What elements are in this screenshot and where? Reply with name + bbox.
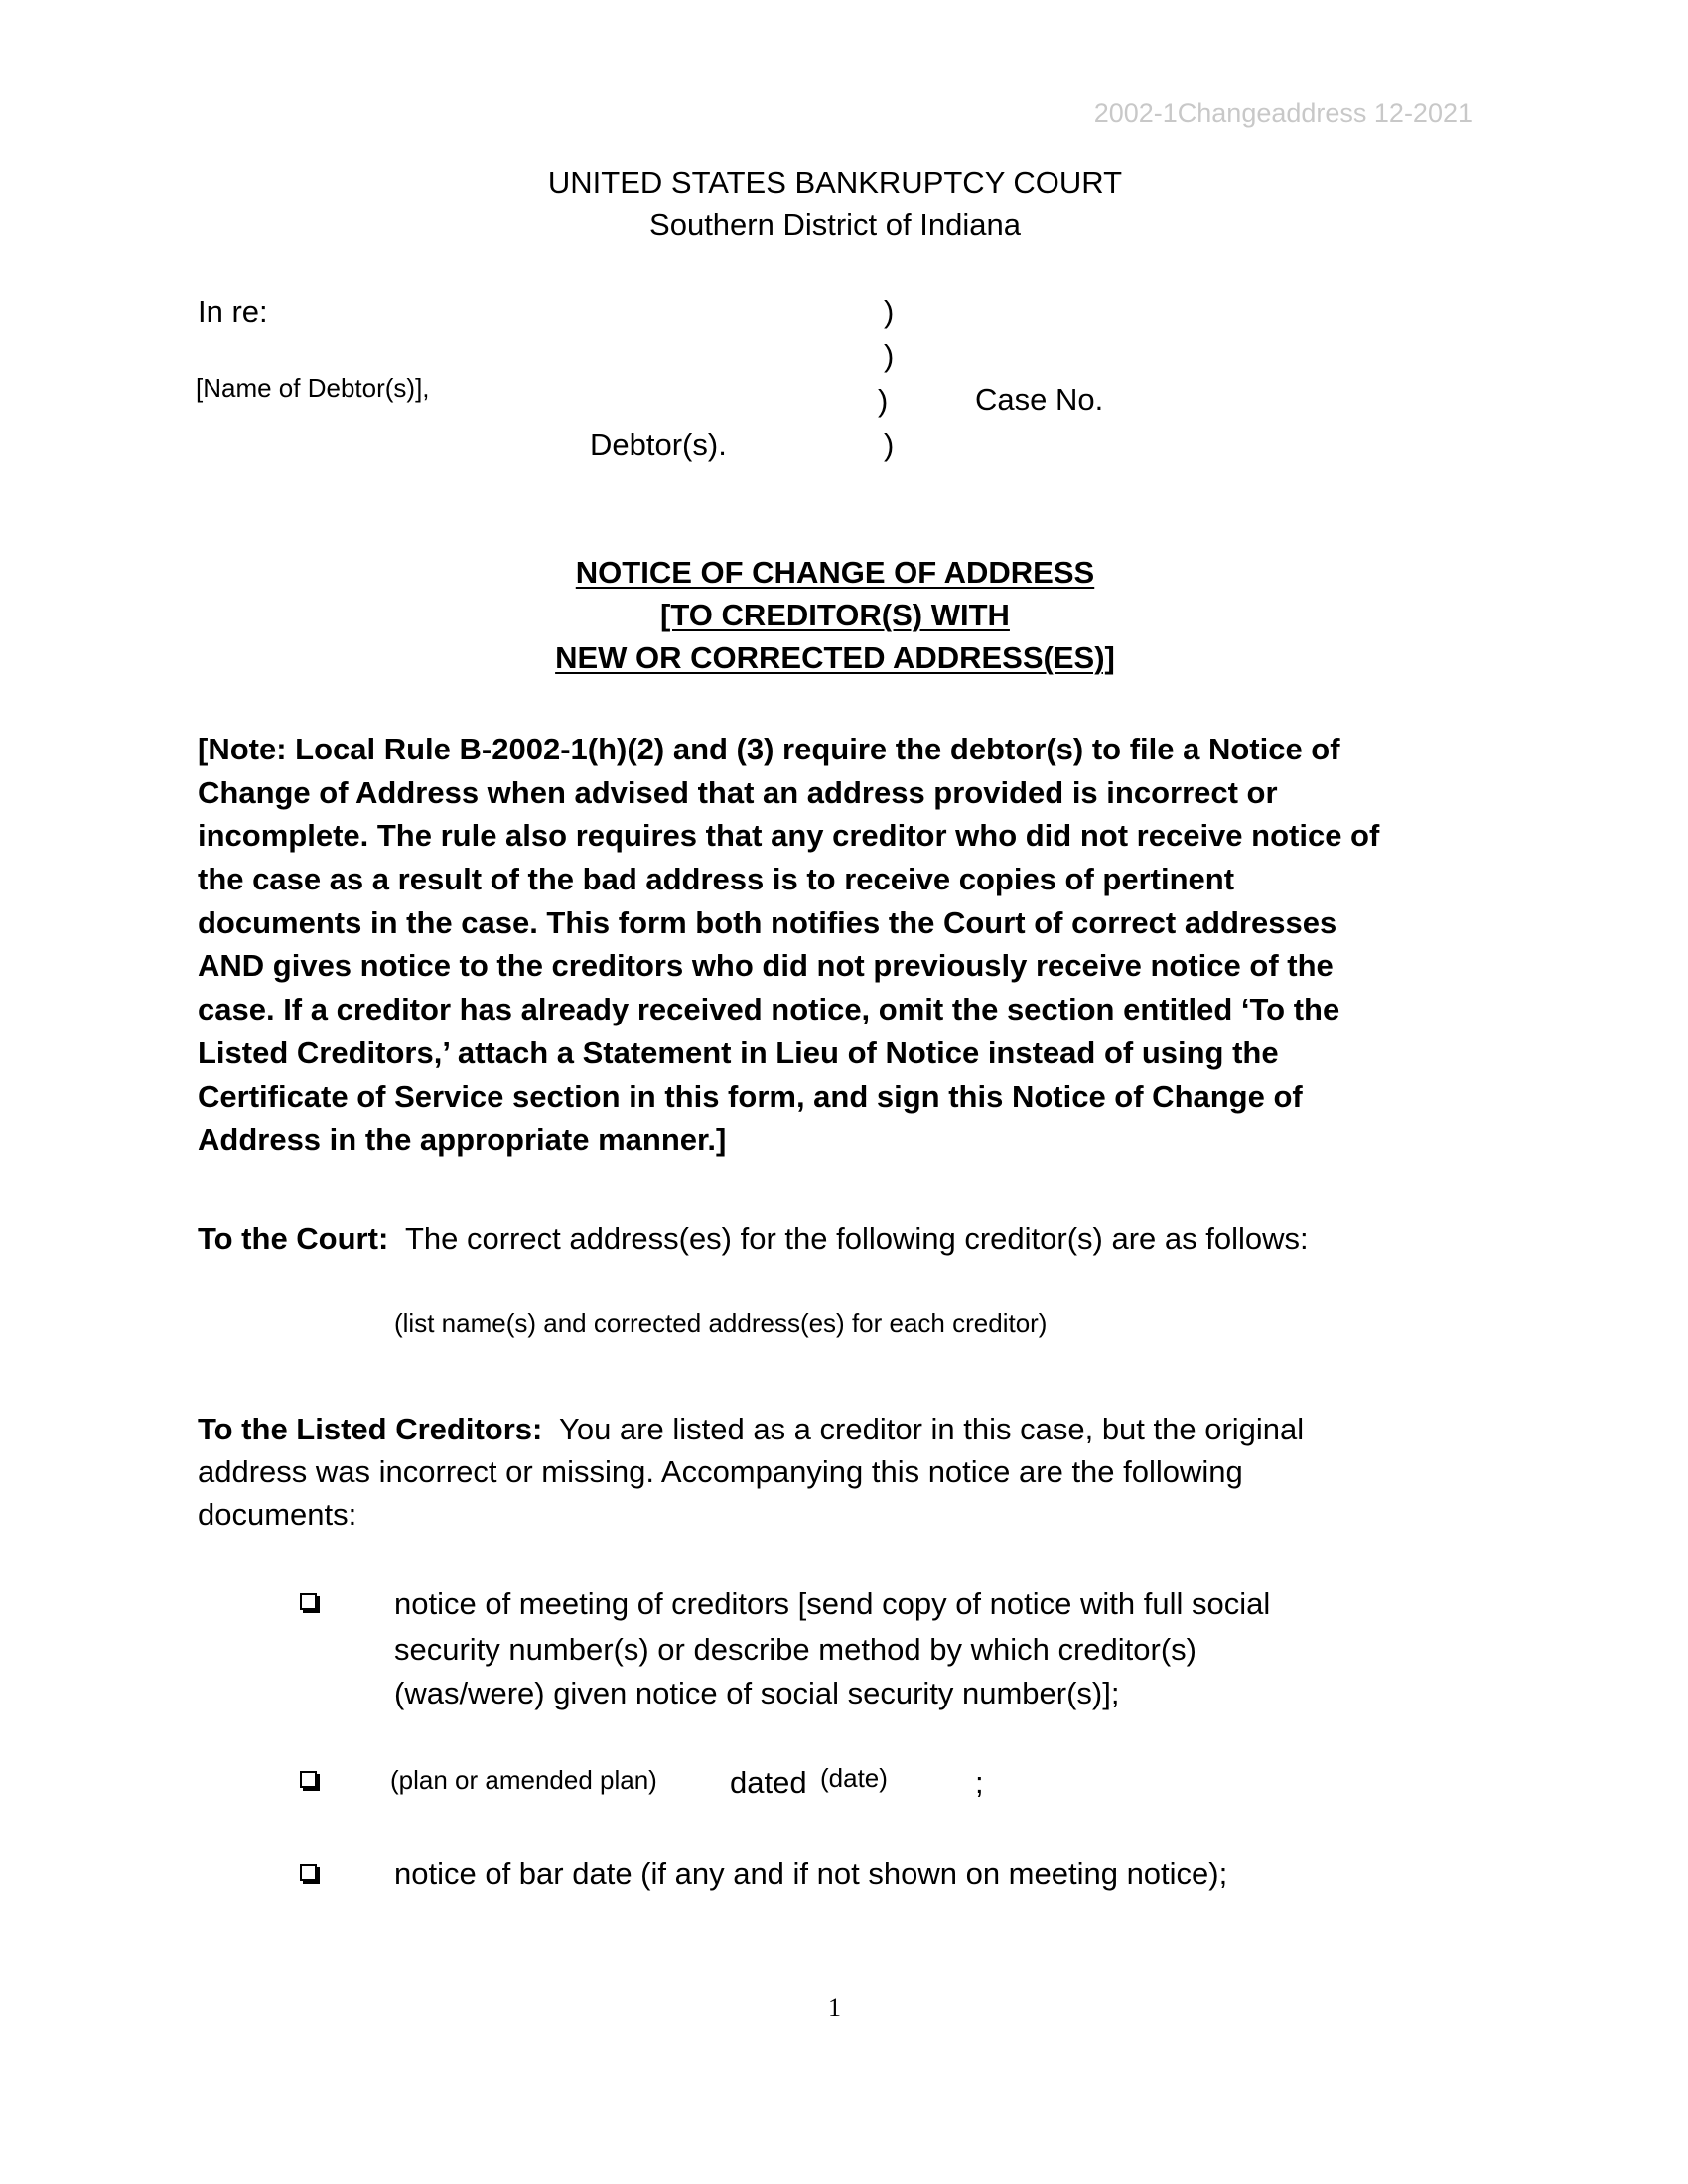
to-creditors-line <box>198 1414 1304 1444</box>
notice-title-line: NOTICE OF CHANGE OF ADDRESS <box>575 555 1095 590</box>
plan-placeholder: (plan or amended plan) <box>390 1765 657 1795</box>
to-creditors-label: To the Listed Creditors: <box>198 1412 543 1446</box>
form-code: 2002-1Changeaddress 12-2021 <box>1093 98 1473 128</box>
to-court-line <box>198 1223 1309 1254</box>
note-line: case. If a creditor has already received notice, omit the section entitled ‘To the <box>198 992 1340 1027</box>
to-court-instruction: (list name(s) and corrected address(es) for each creditor) <box>394 1308 1048 1338</box>
dated-label: dated <box>730 1765 807 1800</box>
to-court-text: The correct address(es) for the following creditor(s) are as follows: <box>404 1221 1309 1256</box>
document-item-text: notice of bar date (if any and if not shown on meeting notice); <box>394 1856 1228 1891</box>
date-placeholder: (date) <box>820 1763 888 1793</box>
document-item-text: security number(s) or describe method by which creditor(s) <box>394 1632 1196 1667</box>
to-creditors-text: address was incorrect or missing. Accompanying this notice are the following <box>198 1454 1243 1489</box>
note-line: Listed Creditors,’ attach a Statement in Lieu of Notice instead of using the <box>198 1034 1279 1070</box>
caption-paren: ) <box>884 427 895 462</box>
document-item-text: (was/were) given notice of social security number(s)]; <box>394 1676 1120 1710</box>
note-line: AND gives notice to the creditors who did not previously receive notice of the <box>198 948 1334 984</box>
court-district: Southern District of Indiana <box>649 207 1021 242</box>
caption-paren: ) <box>884 294 895 329</box>
case-no-label: Case No. <box>975 382 1104 417</box>
checkbox-meeting-notice[interactable] <box>300 1593 317 1610</box>
in-re-label: In re: <box>198 294 268 329</box>
note-line: Certificate of Service section in this form, and sign this Notice of Change of <box>198 1078 1303 1114</box>
note-line: Change of Address when advised that an address provided is incorrect or <box>198 774 1278 810</box>
debtor-name-placeholder: [Name of Debtor(s)], <box>196 373 430 403</box>
note-line: incomplete. The rule also requires that any creditor who did not receive notice of <box>198 818 1380 854</box>
note-line: Address in the appropriate manner.] <box>198 1122 727 1158</box>
notice-title-line: [TO CREDITOR(S) WITH <box>660 598 1010 632</box>
debtor-label: Debtor(s). <box>590 427 727 462</box>
to-creditors-text: You are listed as a creditor in this case, but the original <box>559 1412 1305 1446</box>
caption-paren: ) <box>878 383 889 418</box>
checkbox-plan[interactable] <box>300 1771 317 1788</box>
to-court-label: To the Court: <box>198 1221 389 1256</box>
court-name: UNITED STATES BANKRUPTCY COURT <box>547 165 1123 200</box>
page-number: 1 <box>828 1993 841 2022</box>
to-creditors-text: documents: <box>198 1497 357 1532</box>
notice-title-line: NEW OR CORRECTED ADDRESS(ES)] <box>555 640 1115 675</box>
note-line: the case as a result of the bad address is to receive copies of pertinent <box>198 862 1235 897</box>
note-paragraph <box>198 728 1379 1161</box>
note-line: [Note: Local Rule B-2002-1(h)(2) and (3) require the debtor(s) to file a Notice of <box>198 732 1340 766</box>
plan-semicolon: ; <box>975 1765 984 1800</box>
note-line: documents in the case. This form both notifies the Court of correct addresses <box>198 904 1337 940</box>
checkbox-bar-date[interactable] <box>300 1864 317 1881</box>
caption-paren: ) <box>884 339 895 373</box>
document-item-text: notice of meeting of creditors [send copy of notice with full social <box>394 1586 1271 1621</box>
